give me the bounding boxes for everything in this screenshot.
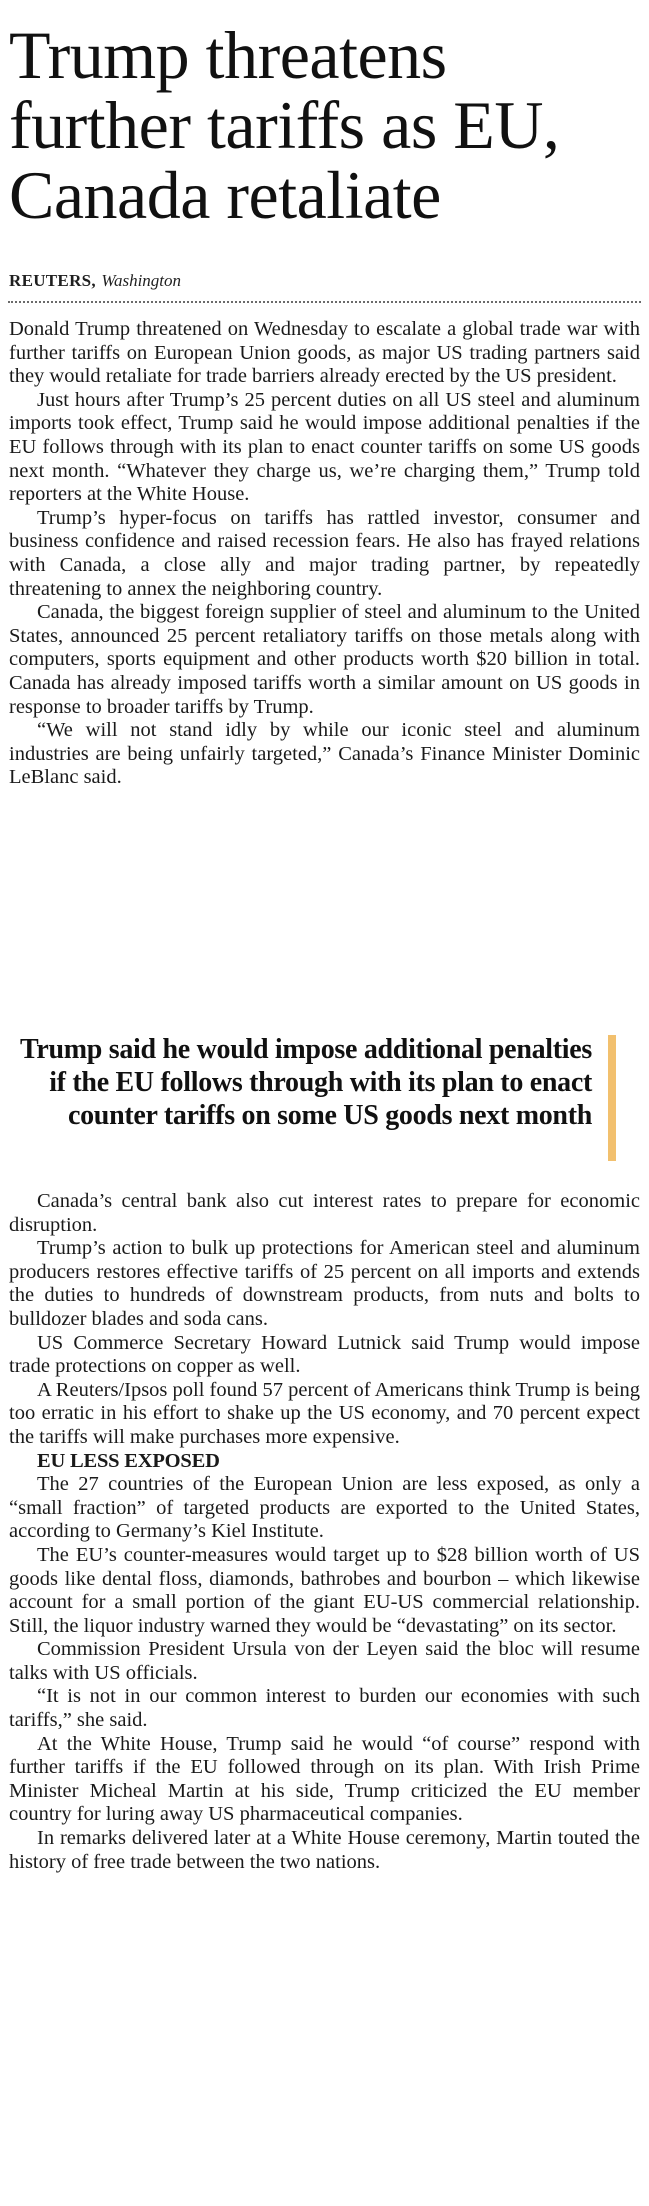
pull-quote: Trump said he would impose additional penalties if the EU follows through with its plan to enact counter tariffs on some US goods next month <box>20 1034 592 1131</box>
body-paragraph: Trump’s hyper-focus on tariffs has rattled investor, consumer and business confidence and raised recession fears. He also has frayed relations with Canada, a close ally and major trading partner, by repeatedly threatening to annex the neighboring country. <box>9 506 640 600</box>
body-paragraph: Trump’s action to bulk up protections for American steel and aluminum producers restores effective tariffs of 25 percent on all imports and extends the duties to hundreds of downstream products, from nuts and bolts to bulldozer blades and soda cans. <box>9 1237 640 1330</box>
body-paragraph: The 27 countries of the European Union are less exposed, as only a “small fraction” of targeted products are exported to the United States, according to Germany’s Kiel Institute. <box>9 1473 640 1543</box>
body-paragraph: At the White House, Trump said he would “of course” respond with further tariffs if the EU followed through on its plan. With Irish Prime Minister Micheal Martin at his side, Trump criticized the EU member country for luring away US pharmaceutical companies. <box>9 1732 640 1826</box>
body-paragraph: Just hours after Trump’s 25 percent duties on all US steel and aluminum imports took effect, Trump said he would impose additional penalties if the EU follows through with its plan to enact counter tariffs on some US goods next month. “Whatever they charge us, we’re charging them,” Trump told reporters at the White House. <box>9 388 640 506</box>
body-paragraph: The EU’s counter-measures would target up to $28 billion worth of US goods like dental floss, diamonds, bathrobes and bourbon – which likewise account for a small portion of the giant EU-US commercial relationship. Still, the liquor industry warned they would be “devastating” on its sector. <box>9 1543 640 1637</box>
body-paragraph: “It is not in our common interest to burden our economies with such tariffs,” she said. <box>9 1685 640 1732</box>
body-paragraph: Commission President Ursula von der Leyen said the bloc will resume talks with US officials. <box>9 1638 640 1684</box>
body-paragraph: Canada, the biggest foreign supplier of steel and aluminum to the United States, announced 25 percent retaliatory tariffs on those metals along with computers, sports equipment and other products worth $20 billion in total. Canada has already imposed tariffs worth a similar amount on US goods in response to broader tariffs by Trump. <box>9 601 640 718</box>
article-body-bottom <box>9 1190 640 1874</box>
body-paragraph: Donald Trump threatened on Wednesday to escalate a global trade war with further tariffs on European Union goods, as major US trading partners said they would retaliate for trade barriers already erected by the US president. <box>9 318 640 388</box>
body-paragraph: US Commerce Secretary Howard Lutnick said Trump would impose trade protections on copper as well. <box>9 1331 640 1378</box>
byline <box>9 271 181 291</box>
body-paragraph: A Reuters/Ipsos poll found 57 percent of Americans think Trump is being too erratic in his effort to shake up the US economy, and 70 percent expect the tariffs will make purchases more expensive. <box>9 1378 640 1448</box>
body-paragraph: Canada’s central bank also cut interest rates to prepare for economic disruption. <box>9 1190 640 1236</box>
byline-dateline: Washington <box>101 271 182 290</box>
article-body-top <box>9 318 640 790</box>
dotted-divider <box>8 301 641 303</box>
body-paragraph: In remarks delivered later at a White House ceremony, Martin touted the history of free trade between the two nations. <box>9 1827 640 1873</box>
pull-quote-accent-bar <box>608 1035 616 1161</box>
section-subhead: EU LESS EXPOSED <box>37 1449 220 1472</box>
body-paragraph: “We will not stand idly by while our iconic steel and aluminum industries are being unfairly targeted,” Canada’s Finance Minister Dominic LeBlanc said. <box>9 719 640 789</box>
headline: Trump threatens further tariffs as EU, Canada retaliate <box>9 17 560 233</box>
byline-agency: REUTERS, <box>9 271 96 290</box>
